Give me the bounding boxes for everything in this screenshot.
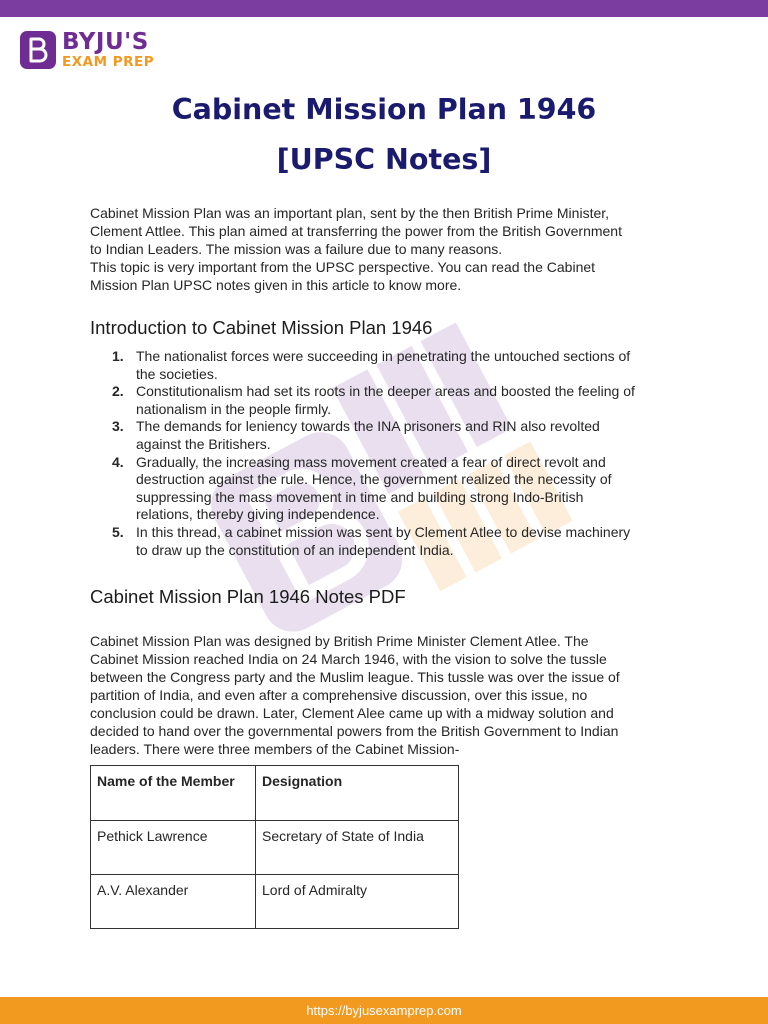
table-header-cell: Designation — [256, 766, 459, 821]
list-text: The demands for leniency towards the INA prisoners and RIN also revolted — [136, 418, 600, 435]
intro-paragraph — [90, 204, 680, 294]
text-line: Mission Plan UPSC notes given in this article to know more. — [90, 277, 462, 293]
text-line: Cabinet Mission Plan was designed by British Prime Minister Clement Atlee. The — [90, 633, 589, 649]
list-text: In this thread, a cabinet mission was sent by Clement Atlee to devise machinery — [136, 523, 631, 540]
cabinet-mission-members-table — [90, 765, 459, 929]
text-line: Cabinet Mission Plan was an important plan, sent by the then British Prime Minister, — [90, 205, 610, 221]
list-number: 1. — [112, 348, 124, 364]
table-cell: Lord of Admiralty — [256, 875, 459, 929]
list-number: 2. — [112, 383, 124, 400]
list-text: the societies. — [136, 365, 218, 382]
text-line: Cabinet Mission reached India on 24 March 1946, with the vision to solve the tussle — [90, 651, 607, 667]
list-item — [108, 348, 635, 383]
list-text: The nationalist forces were succeeding in penetrating the untouched sections of — [136, 348, 631, 364]
text-line: decided to hand over the governmental powers from the British Government to Indian — [90, 723, 619, 739]
section-heading-introduction: Introduction to Cabinet Mission Plan 1946 — [90, 317, 433, 338]
list-text: Constitutionalism had set its roots in the deeper areas and boosted the feeling of — [136, 383, 635, 400]
list-number: 3. — [112, 418, 124, 435]
page-title-line2: [UPSC Notes] — [276, 143, 492, 176]
list-text: destruction against the rule. Hence, the government realized the necessity of — [136, 471, 612, 488]
section-heading-notes-pdf: Cabinet Mission Plan 1946 Notes PDF — [90, 586, 406, 607]
table-row — [91, 875, 459, 929]
text-line: between the Congress party and the Muslim league. This tussle was over the issue of — [90, 669, 620, 685]
notes-paragraph — [90, 632, 680, 758]
list-text: Gradually, the increasing mass movement created a fear of direct revolt and — [136, 453, 606, 470]
list-text: to draw up the constitution of an independent India. — [136, 541, 454, 558]
list-text: suppressing the mass movement in time and building strong Indo-British — [136, 488, 584, 505]
footer-bar — [0, 997, 768, 1024]
table-cell: A.V. Alexander — [91, 875, 256, 929]
introduction-list — [108, 348, 635, 559]
list-text: relations, thereby giving independence. — [136, 506, 380, 523]
logo-brand-sub: EXAM PREP — [62, 54, 155, 70]
list-number: 4. — [112, 453, 124, 470]
list-item — [108, 383, 635, 418]
byjus-b-icon — [20, 31, 56, 69]
text-line: leaders. There were three members of the Cabinet Mission- — [90, 741, 460, 757]
text-line: This topic is very important from the UPSC perspective. You can read the Cabinet — [90, 259, 596, 275]
table-cell: Secretary of State of India — [256, 821, 459, 875]
top-brand-bar — [0, 0, 768, 17]
list-item — [108, 418, 635, 453]
list-text: nationalism in the people firmly. — [136, 400, 332, 417]
byjus-logo[interactable] — [20, 31, 154, 70]
page-title-line1: Cabinet Mission Plan 1946 — [171, 93, 597, 126]
list-text: against the Britishers. — [136, 435, 271, 452]
table-header-cell: Name of the Member — [91, 766, 256, 821]
text-line: partition of India, and even after a comprehensive discussion, over this issue, no — [90, 687, 588, 703]
list-item — [108, 524, 635, 559]
text-line: Clement Attlee. This plan aimed at transferring the power from the British Government — [90, 223, 622, 239]
list-item — [108, 454, 635, 524]
text-line: to Indian Leaders. The mission was a failure due to many reasons. — [90, 241, 503, 257]
footer-url-link[interactable]: https://byjusexamprep.com — [306, 1003, 462, 1018]
logo-brand-name: BYJU'S — [62, 29, 149, 55]
list-number: 5. — [112, 523, 124, 540]
table-cell: Pethick Lawrence — [91, 821, 256, 875]
text-line: conclusion could be drawn. Later, Clement Alee came up with a midway solution and — [90, 705, 614, 721]
table-header-row — [91, 766, 459, 821]
table-row — [91, 821, 459, 875]
